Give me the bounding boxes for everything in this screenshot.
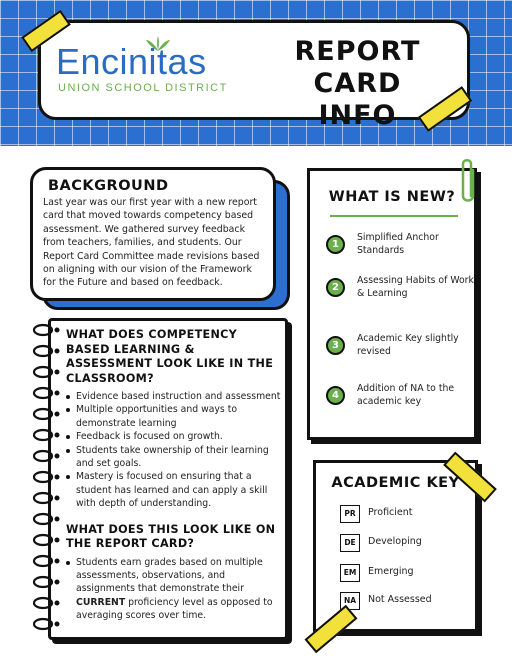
key-row (340, 592, 470, 612)
logo-wordmark: Encinitas (56, 41, 207, 82)
list-item (66, 556, 284, 623)
key-row (340, 564, 470, 584)
key-label: Not Assessed (368, 594, 432, 605)
key-code-badge: NA (340, 592, 360, 610)
competency-heading: WHAT DOES COMPETENCY BASED LEARNING & ASSESSMENT LOOK LIKE IN THE CLASSROOM? (66, 328, 274, 385)
list-item (326, 332, 474, 366)
spiral-binding (31, 322, 63, 638)
divider (330, 215, 458, 217)
number-badge: 2 (326, 278, 345, 297)
background-card (30, 167, 276, 301)
spiral-rings-icon (31, 322, 63, 638)
key-row (340, 534, 470, 554)
report-card-list (66, 556, 284, 623)
list-item-emphasis: CURRENT (76, 596, 126, 608)
competency-section (66, 328, 284, 623)
whats-new-card (307, 168, 477, 440)
page-title (250, 36, 465, 132)
competency-list (66, 390, 284, 511)
key-code-badge: EM (340, 564, 360, 582)
list-item: Multiple opportunities and ways to demonstrate learning (66, 403, 284, 430)
academic-key-heading: ACADEMIC KEY (331, 475, 460, 491)
district-logo (56, 40, 236, 100)
page-title-line1: REPORT CARD (294, 36, 421, 99)
paperclip-icon (460, 156, 476, 204)
background-heading: BACKGROUND (48, 178, 169, 194)
list-item: Feedback is focused on growth. (66, 430, 284, 443)
background-text: Last year was our first year with a new report card that moved towards competency based assessment. We gathered survey feedback from teachers, families, and students. Our Report Card Committee made revisions based on aligning with our vision of the Framework for the Future and based on feedback. (43, 197, 260, 289)
whats-new-heading: WHAT IS NEW? (328, 189, 456, 205)
key-row (340, 505, 470, 525)
list-item: Evidence based instruction and assessment (66, 390, 284, 403)
key-label: Emerging (368, 566, 414, 577)
key-code-badge: DE (340, 534, 360, 552)
list-item (326, 231, 474, 265)
list-item-text: Simplified Anchor Standards (357, 232, 439, 257)
key-code-badge: PR (340, 505, 360, 523)
number-badge: 3 (326, 336, 345, 355)
list-item: Mastery is focused on ensuring that a student has learned and can apply a skill with depth of understanding. (66, 470, 284, 510)
list-item-text: Addition of NA to the academic key (357, 383, 455, 408)
list-item (326, 382, 474, 416)
logo-subtitle: UNION SCHOOL DISTRICT (58, 82, 228, 94)
list-item-text: Students earn grades based on multiple assessments, observations, and assignments that demonstrate their (76, 556, 263, 595)
key-label: Developing (368, 536, 422, 547)
number-badge: 1 (326, 235, 345, 254)
academic-key-card (313, 460, 478, 632)
page-title-line2: INFO (318, 100, 397, 131)
list-item: Students take ownership of their learning and set goals. (66, 444, 284, 471)
key-label: Proficient (368, 507, 413, 518)
list-item-text: Assessing Habits of Work & Learning (357, 275, 474, 300)
list-item-text: Academic Key slightly revised (357, 333, 459, 358)
number-badge: 4 (326, 386, 345, 405)
list-item-text: proficiency level as opposed to averaging scores over time. (76, 596, 273, 622)
list-item (326, 274, 474, 308)
report-card-heading: WHAT DOES THIS LOOK LIKE ON THE REPORT CARD? (66, 522, 276, 551)
